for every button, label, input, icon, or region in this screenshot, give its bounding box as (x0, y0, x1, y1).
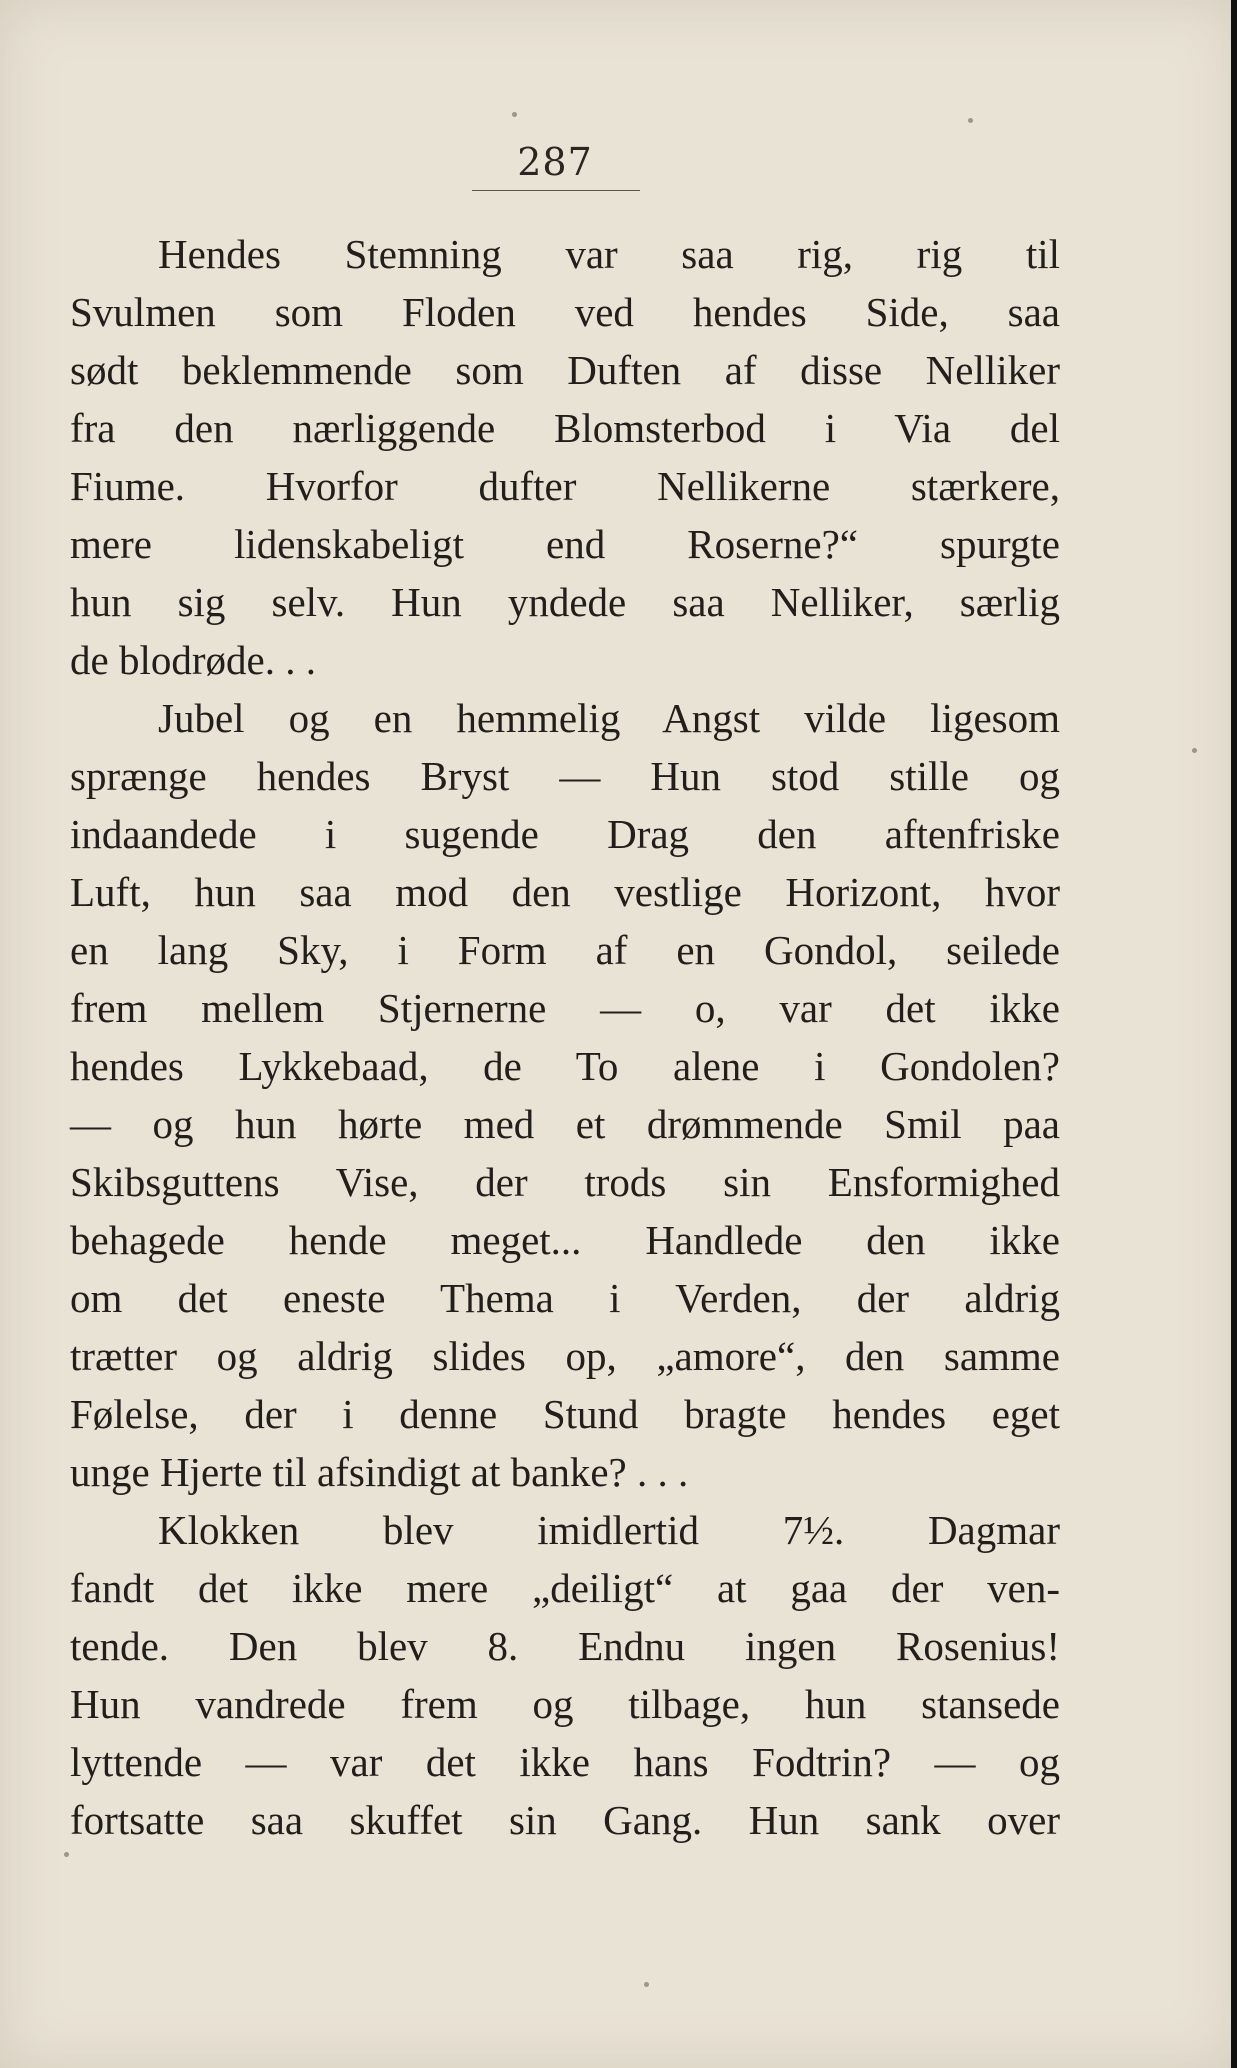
text-line: fra den nærliggende Blomsterbod i Via del (70, 405, 1060, 451)
text-line: en lang Sky, i Form af en Gondol, seilede (70, 927, 1060, 973)
text-line: hendes Lykkebaad, de To alene i Gondolen? (70, 1043, 1060, 1089)
paper-speck (968, 118, 973, 123)
text-line: de blodrøde. . . (70, 637, 316, 683)
text-line: Følelse, der i denne Stund bragte hendes eget (70, 1391, 1060, 1437)
text-line: unge Hjerte til afsindigt at banke? . . . (70, 1449, 689, 1495)
text-line: fortsatte saa skuffet sin Gang. Hun sank over (70, 1797, 1060, 1843)
body-text (70, 225, 1060, 1849)
text-line: frem mellem Stjernerne — o, var det ikke (70, 985, 1060, 1031)
scan-edge (1231, 0, 1237, 2068)
text-line: sprænge hendes Bryst — Hun stod stille og (70, 753, 1060, 799)
text-line: mere lidenskabeligt end Roserne?“ spurgte (70, 521, 1060, 567)
text-line: Hendes Stemning var saa rig, rig til (158, 231, 1060, 277)
paper-speck (644, 1982, 649, 1987)
text-line: Jubel og en hemmelig Angst vilde ligesom (158, 695, 1060, 741)
text-line: sødt beklemmende som Duften af disse Nelliker (70, 347, 1060, 393)
text-line: fandt det ikke mere „deiligt“ at gaa der ven- (70, 1565, 1060, 1611)
text-line: indaandede i sugende Drag den aftenfriske (70, 811, 1060, 857)
text-line: Klokken blev imidlertid 7½. Dagmar (158, 1507, 1060, 1553)
page-number-rule (472, 190, 640, 191)
text-line: tende. Den blev 8. Endnu ingen Rosenius! (70, 1623, 1060, 1669)
text-line: Svulmen som Floden ved hendes Side, saa (70, 289, 1060, 335)
text-line: Skibsguttens Vise, der trods sin Ensformighed (70, 1159, 1060, 1205)
text-line: Luft, hun saa mod den vestlige Horizont, hvor (70, 869, 1060, 915)
paper-speck (512, 112, 517, 117)
text-line: Hun vandrede frem og tilbage, hun stansede (70, 1681, 1060, 1727)
text-line: hun sig selv. Hun yndede saa Nelliker, særlig (70, 579, 1060, 625)
paper-speck (1192, 748, 1197, 753)
paper-speck (64, 1852, 69, 1857)
text-line: lyttende — var det ikke hans Fodtrin? — og (70, 1739, 1060, 1785)
text-line: om det eneste Thema i Verden, der aldrig (70, 1275, 1060, 1321)
text-line: trætter og aldrig slides op, „amore“, den samme (70, 1333, 1060, 1379)
text-line: behagede hende meget... Handlede den ikke (70, 1217, 1060, 1263)
page-number: 287 (517, 140, 593, 184)
text-line: — og hun hørte med et drømmende Smil paa (70, 1101, 1060, 1147)
text-line: Fiume. Hvorfor dufter Nellikerne stærkere, (70, 463, 1060, 509)
